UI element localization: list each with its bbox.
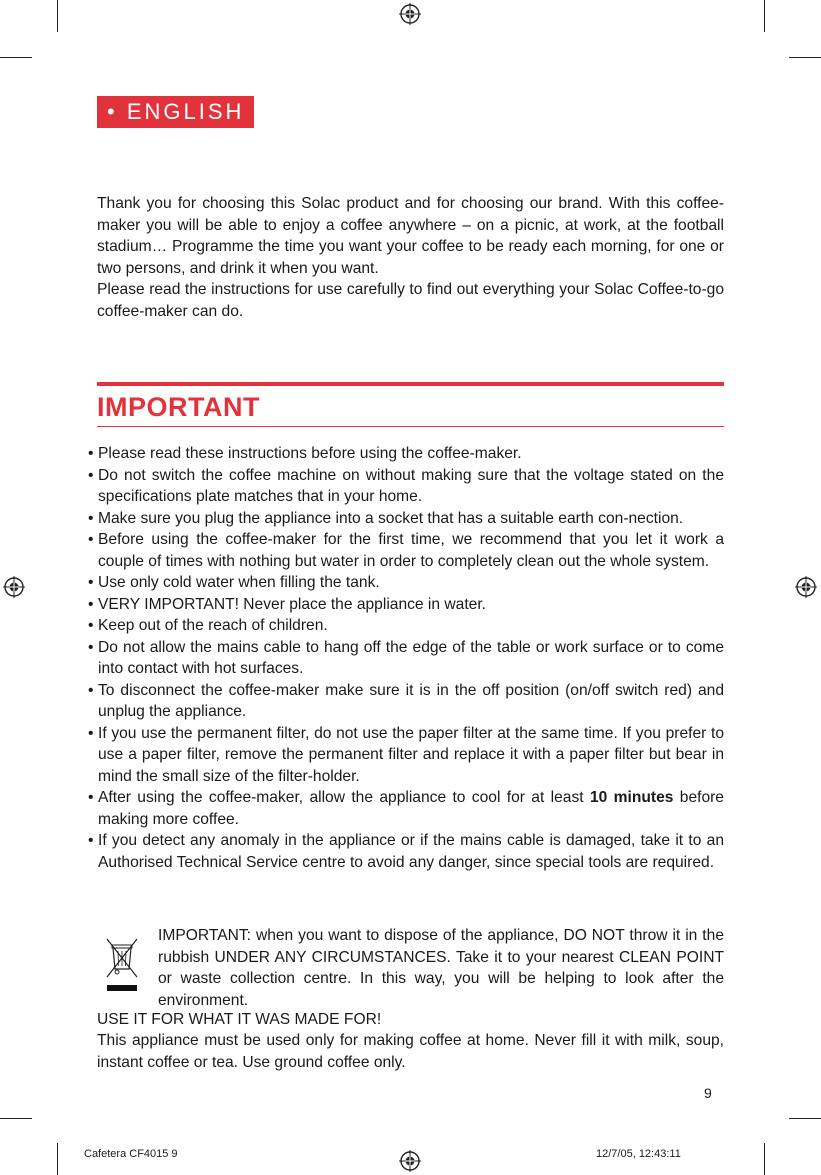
- crop-mark-top-right-v: [764, 0, 765, 32]
- safety-instructions-list: [88, 443, 724, 873]
- crop-mark-bottom-right-h: [789, 1118, 821, 1119]
- cooling-time: 10 minutes: [589, 789, 674, 806]
- language-tag: • ENGLISH: [97, 96, 254, 128]
- list-item: • Keep out of the reach of children.: [88, 617, 328, 634]
- registration-mark-icon: [3, 576, 25, 598]
- crop-mark-top-right-h: [789, 57, 821, 58]
- registration-mark-icon: [399, 3, 421, 25]
- crop-mark-top-left-v: [57, 0, 58, 32]
- use-heading: USE IT FOR WHAT IT WAS MADE FOR!: [97, 1011, 382, 1028]
- list-item: • Make sure you plug the appliance into a socket that has a suitable earth con-nection.: [88, 509, 684, 527]
- intro-paragraph: Thank you for choosing this Solac product and for choosing our brand. With this coffee-maker you will be able to enjoy a coffee anywhere – on a picnic, at work, at the football stadium… Programme the time you want your coffee to be ready each morning, for one or two persons, and drink it when you want.: [97, 195, 724, 277]
- crop-mark-bottom-left-h: [0, 1118, 32, 1119]
- important-heading: IMPORTANT: [97, 392, 260, 422]
- intro-section: [97, 193, 724, 322]
- intro-paragraph-2: Please read the instructions for use carefully to find out everything your Solac Coffee-to-go coffee-maker can do.: [97, 281, 724, 320]
- crop-mark-bottom-right-v: [764, 1143, 765, 1175]
- list-item: • VERY IMPORTANT! Never place the appliance in water.: [88, 595, 486, 613]
- crop-mark-top-left-h: [0, 57, 32, 58]
- use-paragraph: This appliance must be used only for making coffee at home. Never fill it with milk, soup, instant coffee or tea. Use ground coffee only.: [97, 1032, 724, 1071]
- list-item: • If you use the permanent filter, do not use the paper filter at the same time. If you prefer to use a paper filter, remove the permanent filter and replace it with a paper filter but bear in mind the small size of the filter-holder.: [88, 724, 724, 785]
- registration-mark-icon: [795, 576, 817, 598]
- page-number: 9: [704, 1085, 712, 1101]
- list-item: • To disconnect the coffee-maker make sure it is in the off position (on/off switch red) and unplug the appliance.: [88, 681, 724, 720]
- heading-rule-bottom: [97, 426, 724, 427]
- list-item-cooling: • After using the coffee-maker, allow the appliance to cool for at least 10 minutes before making more coffee.: [88, 789, 724, 828]
- list-item: • Do not allow the mains cable to hang off the edge of the table or work surface or to come into contact with hot surfaces.: [88, 638, 724, 677]
- heading-rule-top: [97, 382, 724, 386]
- disposal-notice: [97, 925, 724, 1011]
- list-item-anomaly: • If you detect any anomaly in the appliance or if the mains cable is damaged, take it to an Authorised Technical Service centre to avoid any danger, since special tools are required.: [88, 832, 724, 871]
- crossed-bin-icon: [105, 937, 139, 993]
- list-item: • Before using the coffee-maker for the first time, we recommend that you let it work a couple of times with nothing but water in order to completely clean out the whole system.: [88, 531, 724, 570]
- footer-timestamp: 12/7/05, 12:43:11: [596, 1148, 681, 1160]
- list-item: • Do not switch the coffee machine on without making sure that the voltage stated on the specifications plate matches that in your home.: [88, 466, 724, 505]
- footer-file-label: Cafetera CF4015 9: [84, 1148, 178, 1160]
- registration-mark-icon: [399, 1150, 421, 1172]
- list-item: • Please read these instructions before using the coffee-maker.: [88, 445, 522, 462]
- crop-mark-bottom-left-v: [57, 1143, 58, 1175]
- list-item: • Use only cold water when filling the tank.: [88, 574, 380, 591]
- disposal-text: IMPORTANT: when you want to dispose of the appliance, DO NOT throw it in the rubbish UNDER ANY CIRCUMSTANCES. Take it to your nearest CLEAN POINT or waste collection centre. In this way, you will be helping to look after the environment.: [158, 927, 724, 1009]
